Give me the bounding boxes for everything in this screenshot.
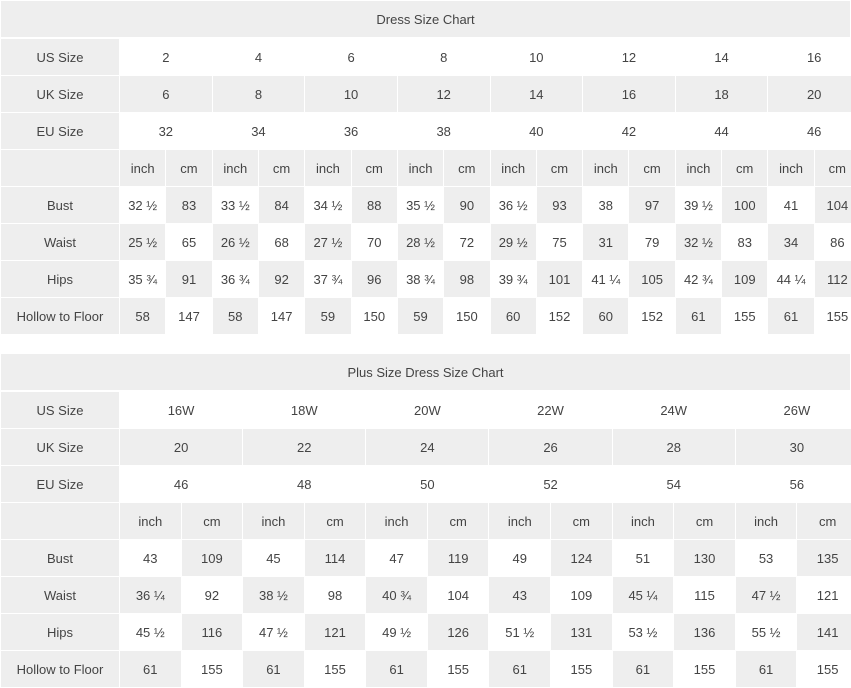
plus-size-chart-data [0, 391, 851, 688]
unit-row-header [1, 150, 120, 187]
table-row [1, 261, 851, 298]
table-cell: 25 ½ [120, 224, 166, 261]
unit-cell: cm [797, 503, 851, 540]
table-cell: 4 [212, 39, 305, 76]
table-cell: 53 ½ [612, 614, 674, 651]
table-cell: 28 [612, 429, 735, 466]
unit-cell: cm [166, 150, 212, 187]
table-row [1, 614, 851, 651]
unit-cell: inch [490, 150, 536, 187]
table-cell: 155 [551, 651, 613, 688]
unit-cell: cm [551, 503, 613, 540]
table-cell: 28 ½ [397, 224, 443, 261]
table-cell: 42 [583, 113, 676, 150]
table-cell: 92 [258, 261, 304, 298]
table-cell: 152 [629, 298, 675, 335]
table-cell: 16 [768, 39, 851, 76]
table-cell: 61 [489, 651, 551, 688]
plus-size-chart-data-body [1, 392, 851, 688]
unit-cell: inch [489, 503, 551, 540]
table-cell: 36 ½ [490, 187, 536, 224]
table-cell: 61 [735, 651, 797, 688]
table-cell: 34 ½ [305, 187, 351, 224]
table-cell: 152 [536, 298, 582, 335]
table-cell: 49 [489, 540, 551, 577]
table-cell: 38 ½ [243, 577, 305, 614]
table-cell: 44 ¼ [768, 261, 814, 298]
table-cell: 31 [583, 224, 629, 261]
unit-row [1, 150, 851, 187]
plus-size-chart-table [0, 353, 851, 391]
table-cell: 12 [397, 76, 490, 113]
dress-size-chart-data [0, 38, 851, 335]
unit-cell: cm [258, 150, 304, 187]
unit-cell: cm [674, 503, 736, 540]
table-cell: 121 [304, 614, 366, 651]
table-cell: 155 [427, 651, 489, 688]
table-cell: 20W [366, 392, 489, 429]
table-cell: 47 [366, 540, 428, 577]
table-cell: 35 ½ [397, 187, 443, 224]
row-header: Hips [1, 614, 120, 651]
table-cell: 126 [427, 614, 489, 651]
row-header: EU Size [1, 113, 120, 150]
table-cell: 36 ¾ [212, 261, 258, 298]
table-cell: 18W [243, 392, 366, 429]
table-cell: 136 [674, 614, 736, 651]
table-cell: 83 [166, 187, 212, 224]
table-cell: 32 ½ [675, 224, 721, 261]
table-row [1, 76, 851, 113]
table-cell: 92 [181, 577, 243, 614]
table-cell: 60 [490, 298, 536, 335]
table-cell: 49 ½ [366, 614, 428, 651]
table-cell: 43 [489, 577, 551, 614]
table-cell: 141 [797, 614, 851, 651]
table-cell: 16 [583, 76, 676, 113]
row-header: Bust [1, 187, 120, 224]
row-header: Bust [1, 540, 120, 577]
table-cell: 40 ¾ [366, 577, 428, 614]
table-cell: 61 [675, 298, 721, 335]
unit-cell: inch [768, 150, 814, 187]
table-cell: 79 [629, 224, 675, 261]
unit-cell: inch [212, 150, 258, 187]
table-cell: 109 [551, 577, 613, 614]
table-cell: 41 ¼ [583, 261, 629, 298]
table-cell: 109 [181, 540, 243, 577]
table-cell: 45 [243, 540, 305, 577]
table-row [1, 113, 851, 150]
table-row [1, 298, 851, 335]
table-cell: 8 [397, 39, 490, 76]
table-cell: 104 [427, 577, 489, 614]
unit-cell: inch [612, 503, 674, 540]
table-cell: 84 [258, 187, 304, 224]
table-row [1, 466, 851, 503]
table-cell: 46 [768, 113, 851, 150]
table-cell: 61 [120, 651, 182, 688]
unit-cell: cm [181, 503, 243, 540]
table-row [1, 392, 851, 429]
table-cell: 114 [304, 540, 366, 577]
table-cell: 155 [722, 298, 768, 335]
row-header: UK Size [1, 429, 120, 466]
table-cell: 130 [674, 540, 736, 577]
unit-cell: cm [427, 503, 489, 540]
table-cell: 44 [675, 113, 768, 150]
table-cell: 36 [305, 113, 398, 150]
table-cell: 55 ½ [735, 614, 797, 651]
table-cell: 56 [735, 466, 851, 503]
table-cell: 61 [366, 651, 428, 688]
table-cell: 59 [305, 298, 351, 335]
table-cell: 38 [397, 113, 490, 150]
table-cell: 38 ¾ [397, 261, 443, 298]
table-cell: 93 [536, 187, 582, 224]
table-cell: 53 [735, 540, 797, 577]
table-cell: 121 [797, 577, 851, 614]
table-cell: 24 [366, 429, 489, 466]
table-cell: 12 [583, 39, 676, 76]
unit-cell: cm [536, 150, 582, 187]
row-header: Hips [1, 261, 120, 298]
table-cell: 65 [166, 224, 212, 261]
table-cell: 24W [612, 392, 735, 429]
chart-title: Plus Size Dress Size Chart [1, 354, 851, 391]
table-row [1, 577, 851, 614]
unit-cell: cm [722, 150, 768, 187]
table-cell: 155 [797, 651, 851, 688]
table-cell: 88 [351, 187, 397, 224]
row-header: Hollow to Floor [1, 298, 120, 335]
table-cell: 155 [814, 298, 851, 335]
table-cell: 35 ¾ [120, 261, 166, 298]
table-cell: 47 ½ [735, 577, 797, 614]
table-row [1, 429, 851, 466]
table-cell: 48 [243, 466, 366, 503]
unit-cell: inch [120, 503, 182, 540]
table-cell: 29 ½ [490, 224, 536, 261]
table-cell: 46 [120, 466, 243, 503]
table-cell: 36 ¼ [120, 577, 182, 614]
table-cell: 112 [814, 261, 851, 298]
table-cell: 150 [351, 298, 397, 335]
table-cell: 45 ¼ [612, 577, 674, 614]
table-cell: 14 [490, 76, 583, 113]
table-cell: 30 [735, 429, 851, 466]
table-cell: 58 [212, 298, 258, 335]
table-cell: 60 [583, 298, 629, 335]
table-cell: 104 [814, 187, 851, 224]
table-cell: 52 [489, 466, 612, 503]
table-cell: 100 [722, 187, 768, 224]
unit-cell: cm [351, 150, 397, 187]
table-row [1, 224, 851, 261]
table-cell: 61 [243, 651, 305, 688]
unit-cell: inch [675, 150, 721, 187]
table-cell: 147 [166, 298, 212, 335]
table-cell: 50 [366, 466, 489, 503]
table-cell: 32 ½ [120, 187, 166, 224]
table-cell: 51 [612, 540, 674, 577]
table-cell: 124 [551, 540, 613, 577]
table-cell: 97 [629, 187, 675, 224]
table-cell: 96 [351, 261, 397, 298]
table-cell: 61 [768, 298, 814, 335]
plus-size-chart-block [0, 353, 851, 688]
table-cell: 27 ½ [305, 224, 351, 261]
dress-size-chart-data-body [1, 39, 851, 335]
unit-cell: cm [444, 150, 490, 187]
table-cell: 6 [120, 76, 213, 113]
row-header: US Size [1, 392, 120, 429]
table-row [1, 39, 851, 76]
table-cell: 34 [212, 113, 305, 150]
table-cell: 147 [258, 298, 304, 335]
unit-cell: cm [304, 503, 366, 540]
table-cell: 39 ¾ [490, 261, 536, 298]
table-cell: 26 [489, 429, 612, 466]
table-cell: 26W [735, 392, 851, 429]
dress-size-chart-table [0, 0, 851, 38]
table-cell: 98 [304, 577, 366, 614]
table-cell: 37 ¾ [305, 261, 351, 298]
row-header: Waist [1, 577, 120, 614]
unit-cell: inch [120, 150, 166, 187]
table-cell: 22W [489, 392, 612, 429]
table-cell: 26 ½ [212, 224, 258, 261]
table-cell: 10 [305, 76, 398, 113]
table-cell: 155 [304, 651, 366, 688]
table-cell: 38 [583, 187, 629, 224]
table-cell: 8 [212, 76, 305, 113]
table-cell: 33 ½ [212, 187, 258, 224]
table-row [1, 540, 851, 577]
table-cell: 54 [612, 466, 735, 503]
table-cell: 119 [427, 540, 489, 577]
chart-divider [0, 335, 851, 353]
table-cell: 131 [551, 614, 613, 651]
table-cell: 115 [674, 577, 736, 614]
row-header: Hollow to Floor [1, 651, 120, 688]
row-header: UK Size [1, 76, 120, 113]
table-cell: 98 [444, 261, 490, 298]
table-cell: 58 [120, 298, 166, 335]
table-cell: 32 [120, 113, 213, 150]
table-cell: 105 [629, 261, 675, 298]
chart-title: Dress Size Chart [1, 1, 851, 38]
unit-cell: inch [305, 150, 351, 187]
table-cell: 70 [351, 224, 397, 261]
table-cell: 43 [120, 540, 182, 577]
table-cell: 109 [722, 261, 768, 298]
table-cell: 45 ½ [120, 614, 182, 651]
table-cell: 42 ¾ [675, 261, 721, 298]
table-cell: 68 [258, 224, 304, 261]
table-cell: 22 [243, 429, 366, 466]
table-cell: 47 ½ [243, 614, 305, 651]
dress-size-chart-body [1, 1, 851, 38]
table-cell: 101 [536, 261, 582, 298]
unit-cell: cm [814, 150, 851, 187]
table-cell: 18 [675, 76, 768, 113]
table-cell: 116 [181, 614, 243, 651]
table-cell: 155 [181, 651, 243, 688]
table-cell: 86 [814, 224, 851, 261]
unit-cell: inch [735, 503, 797, 540]
dress-size-chart-block [0, 0, 851, 335]
table-cell: 59 [397, 298, 443, 335]
table-cell: 41 [768, 187, 814, 224]
table-cell: 75 [536, 224, 582, 261]
row-header: EU Size [1, 466, 120, 503]
table-cell: 10 [490, 39, 583, 76]
unit-row-header [1, 503, 120, 540]
chart-title-row [1, 1, 851, 38]
chart-title-row [1, 354, 851, 391]
table-cell: 135 [797, 540, 851, 577]
unit-row [1, 503, 851, 540]
row-header: US Size [1, 39, 120, 76]
table-cell: 6 [305, 39, 398, 76]
unit-cell: cm [629, 150, 675, 187]
plus-size-chart-body [1, 354, 851, 391]
unit-cell: inch [243, 503, 305, 540]
unit-cell: inch [366, 503, 428, 540]
table-cell: 34 [768, 224, 814, 261]
table-cell: 91 [166, 261, 212, 298]
table-cell: 150 [444, 298, 490, 335]
table-cell: 83 [722, 224, 768, 261]
table-cell: 51 ½ [489, 614, 551, 651]
table-cell: 61 [612, 651, 674, 688]
unit-cell: inch [583, 150, 629, 187]
table-cell: 72 [444, 224, 490, 261]
table-cell: 155 [674, 651, 736, 688]
table-cell: 39 ½ [675, 187, 721, 224]
table-cell: 90 [444, 187, 490, 224]
table-cell: 2 [120, 39, 213, 76]
table-cell: 16W [120, 392, 243, 429]
table-cell: 20 [120, 429, 243, 466]
table-cell: 40 [490, 113, 583, 150]
row-header: Waist [1, 224, 120, 261]
unit-cell: inch [397, 150, 443, 187]
table-cell: 20 [768, 76, 851, 113]
table-cell: 14 [675, 39, 768, 76]
table-row [1, 187, 851, 224]
